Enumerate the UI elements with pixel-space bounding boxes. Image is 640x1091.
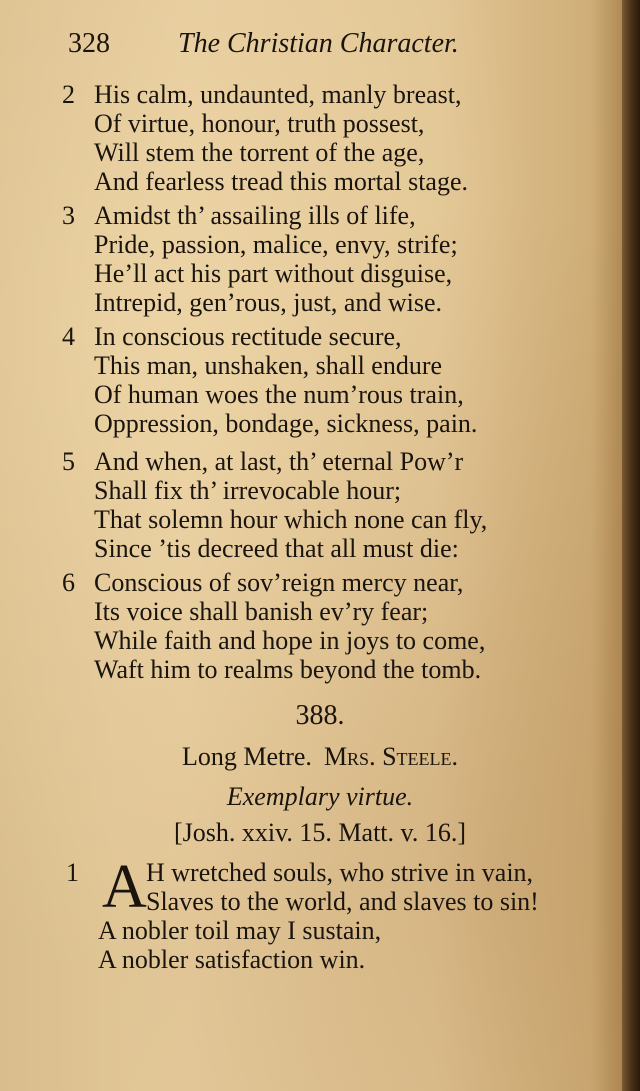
hymn-subject: Exemplary virtue. <box>226 782 414 811</box>
verse-line: He’ll act his part without disguise, <box>94 259 453 288</box>
verse-line: H wretched souls, who strive in vain, <box>146 858 534 887</box>
verse-line: A nobler satisfaction win. <box>98 945 366 974</box>
verse-line: And when, at last, th’ eternal Pow’r <box>94 447 464 476</box>
verse-line: And fearless tread this mortal stage. <box>94 167 468 196</box>
verse-line: While faith and hope in joys to come, <box>94 626 486 655</box>
scripture-reference: [Josh. xxiv. 15. Matt. v. 16.] <box>173 818 466 847</box>
verse-line: Oppression, bondage, sickness, pain. <box>94 409 478 438</box>
stanza-number: 4 <box>62 322 75 351</box>
verse-line: In conscious rectitude secure, <box>94 322 402 351</box>
drop-cap: A <box>102 853 147 921</box>
verse-line: That solemn hour which none can fly, <box>94 505 488 534</box>
hymn-author: Mrs. Steele. <box>323 742 459 771</box>
hymn-number: 388. <box>295 700 345 731</box>
page-edge <box>622 0 640 1091</box>
verse-line: Will stem the torrent of the age, <box>94 138 425 167</box>
verse-line: A nobler toil may I sustain, <box>98 916 382 945</box>
verse-line: Its voice shall banish ev’ry fear; <box>94 597 429 626</box>
verse-line: Amidst th’ assailing ills of life, <box>94 201 416 230</box>
stanza-number: 1 <box>66 858 79 887</box>
hymn-first-stanza <box>66 853 616 978</box>
verse-line: Pride, passion, malice, envy, strife; <box>94 230 458 259</box>
verse-line: This man, unshaken, shall endure <box>94 351 443 380</box>
verse-line: Of human woes the num’rous train, <box>94 380 464 409</box>
page-number: 328 <box>68 28 110 59</box>
verse-line: Waft him to realms beyond the tomb. <box>94 655 482 684</box>
meter: Long Metre. <box>181 742 312 771</box>
verse-line: Shall fix th’ irrevocable hour; <box>94 476 402 505</box>
verse-line: Of virtue, honour, truth possest, <box>94 109 425 138</box>
verse-line: Since ’tis decreed that all must die: <box>94 534 459 563</box>
stanza-number: 6 <box>62 568 75 597</box>
verse-line: His calm, undaunted, manly breast, <box>94 80 462 109</box>
running-title: The Christian Character. <box>178 28 459 59</box>
stanza-number: 5 <box>62 447 75 476</box>
verse-line: Slaves to the world, and slaves to sin! <box>146 887 539 916</box>
verse-line: Conscious of sov’reign mercy near, <box>94 568 464 597</box>
meter-line <box>0 742 640 772</box>
page-header <box>68 24 608 68</box>
verse-line: Intrepid, gen’rous, just, and wise. <box>94 288 443 317</box>
stanza-number: 2 <box>62 80 75 109</box>
stanza-number: 3 <box>62 201 75 230</box>
